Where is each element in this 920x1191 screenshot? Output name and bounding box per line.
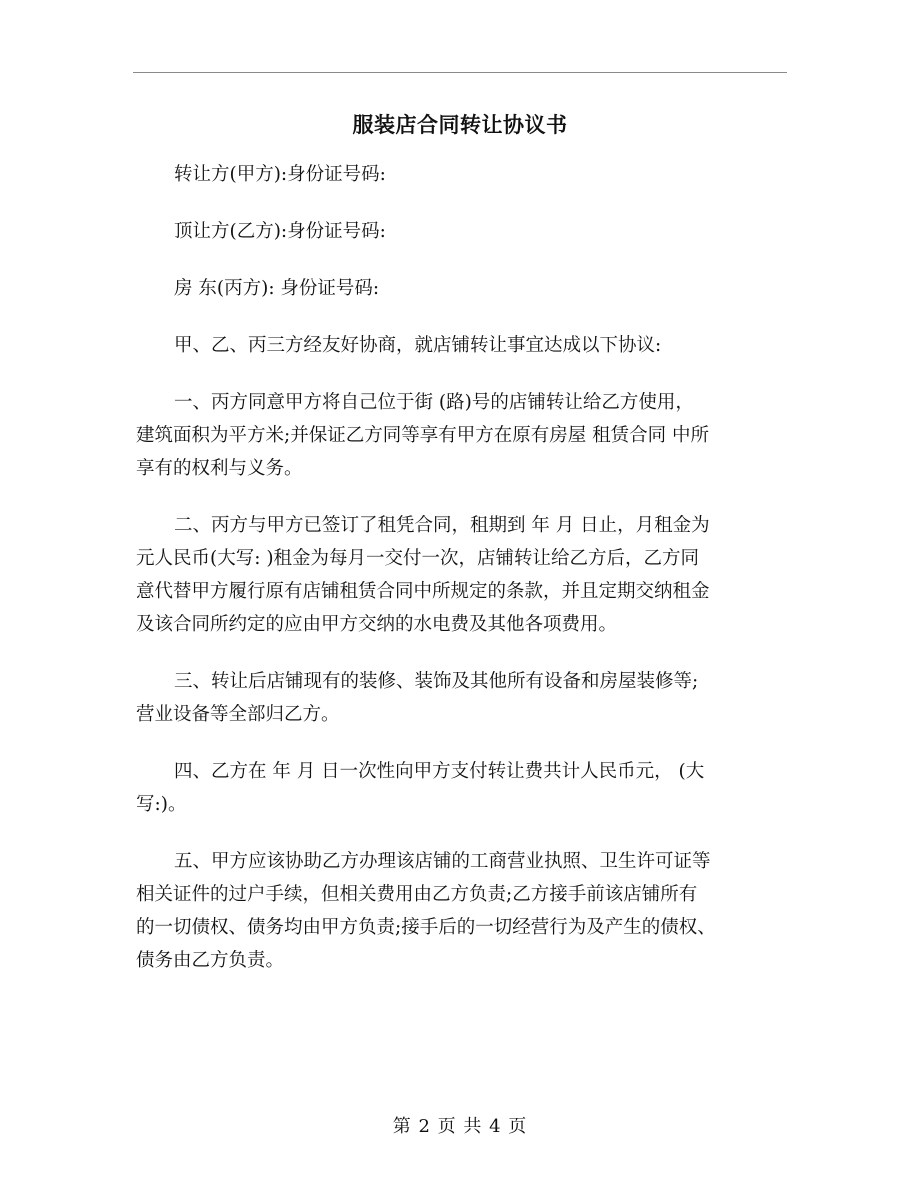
clause-4 (136, 755, 796, 821)
clause-5 (136, 845, 796, 977)
clause-line: 五、甲方应该协助乙方办理该店铺的工商营业执照、卫生许可证等 (174, 851, 711, 872)
clause-1 (136, 386, 796, 485)
clause-line: 三、转让后店铺现有的装修、装饰及其他所有设备和房屋装修等; (174, 671, 699, 692)
header-rule (133, 72, 787, 73)
agreement-intro: 甲、乙、丙三方经友好协商，就店铺转让事宜达成以下协议: (174, 335, 662, 356)
clause-line: 元人民币(大写: )租金为每月一交付一次，店铺转让给乙方后，乙方同 (136, 548, 700, 569)
party-landlord: 房 东(丙方): 身份证号码: (174, 278, 380, 299)
clause-line: 相关证件的过户手续，但相关费用由乙方负责;乙方接手前该店铺所有 (136, 884, 698, 905)
document-title: 服装店合同转让协议书 (352, 112, 568, 137)
clause-line: 享有的权利与义务。 (136, 458, 303, 479)
clause-line: 债务由乙方负责。 (136, 950, 285, 971)
clause-line: 二、丙方与甲方已签订了租凭合同，租期到 年 月 日止，月租金为 (174, 515, 710, 536)
clause-line: 写:)。 (136, 794, 187, 815)
clause-line: 的一切债权、债务均由甲方负责;接手后的一切经营行为及产生的债权、 (136, 917, 716, 938)
page-number: 第 2 页 共 4 页 (392, 1116, 528, 1137)
party-transferor: 转让方(甲方):身份证号码: (174, 164, 386, 185)
clause-line: 营业设备等全部归乙方。 (136, 704, 340, 725)
clause-line: 四、乙方在 年 月 日一次性向甲方支付转让费共计人民币元， (大 (174, 761, 705, 782)
clause-line: 一、丙方同意甲方将自己位于街 (路)号的店铺转让给乙方使用， (174, 392, 694, 413)
clause-3 (136, 665, 796, 731)
clause-line: 及该合同所约定的应由甲方交纳的水电费及其他各项费用。 (136, 614, 618, 635)
document-body (136, 158, 796, 977)
clause-line: 建筑面积为平方米;并保证乙方同等享有甲方在原有房屋 租赁合同 中所 (136, 425, 709, 446)
clause-2 (136, 509, 796, 641)
clause-line: 意代替甲方履行原有店铺租赁合同中所规定的条款，并且定期交纳租金 (136, 581, 710, 602)
party-transferee: 顶让方(乙方):身份证号码: (174, 221, 386, 242)
